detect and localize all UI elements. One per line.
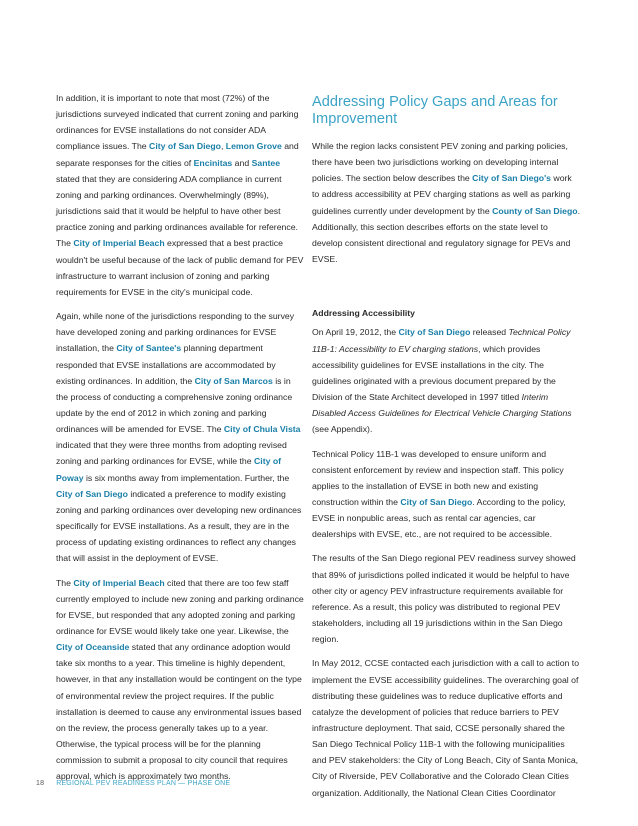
link-city-of-san-diego[interactable]: City of San Diego (398, 327, 471, 338)
link-city-of-imperial-beach[interactable]: City of Imperial Beach (73, 577, 165, 588)
section-title: Addressing Policy Gaps and Areas for Improvement (312, 94, 558, 127)
right-paragraph-3: Technical Policy 11B-1 was developed to ensure uniform and consistent enforcement by review and inspection staff. This policy applies to the installation of EVSE in both new and existing construction within the City of San Diego. According to the policy, EVSE in nonpublic areas, such as rental car agencies, car dealerships with EVSE, etc., are not required to be accessible. (312, 448, 566, 540)
left-column (56, 90, 304, 793)
left-paragraph-3: The City of Imperial Beach cited that there are too few staff currently employed to include new zoning and parking ordinance for EVSE, but responded that any adopted zoning and parking ordinance for EVSE would likely take one year. Likewise, the City of Oceanside stated that any ordinance adoption would take six months to a year. This timeline is highly dependent, however, in that any installation would be contingent on the type of environmental review the project requires. If the public installation is deemed to cause any environmental issues based on the review, the process generally takes up to a year. Otherwise, the typical process will be for the planning commission to submit a proposal to city council that requires approval, which is approximately two months. (56, 577, 304, 782)
section-spacer (312, 275, 580, 305)
link-city-of-san-diegos[interactable]: City of San Diego's (472, 173, 551, 184)
link-city-of-san-diego[interactable]: City of San Diego (149, 141, 221, 152)
link-city-of-imperial-beach[interactable]: City of Imperial Beach (73, 238, 165, 249)
left-paragraph-1: In addition, it is important to note that most (72%) of the jurisdictions surveyed indicated that current zoning and parking ordinances for EVSE installations do not consider ADA compliance issues. The City of San Diego, Lemon Grove and separate responses for the cities of Encinitas and Santee stated that they are considering ADA compliance in current zoning and parking ordinances. Overwhelmingly (89%), jurisdictions said that it would be helpful to have other best practice zoning and parking ordinances available for reference. The City of Imperial Beach expressed that a best practice wouldn't be useful because of the lack of public demand for PEV infrastructure to warrant inclusion of zoning and parking requirements for EVSE in the city's municipal code. (56, 93, 304, 297)
subheading-addressing-accessibility: Addressing Accessibility (312, 308, 415, 319)
link-county-of-san-diego[interactable]: County of San Diego (492, 205, 578, 216)
link-city-of-chula-vista[interactable]: City of Chula Vista (223, 424, 301, 435)
link-city-of-san-diego[interactable]: City of San Diego (400, 496, 473, 507)
right-paragraph-1: While the region lacks consistent PEV zoning and parking policies, there have been two jurisdictions working on developing internal policies. The section below describes the City of San Diego's work to address accessibility at PEV charging stations as well as parking guidelines currently under development by the County of San Diego. Additionally, this section describes efforts on the state level to develop consistent directional and regulatory signage for PEVs and EVSE. (312, 141, 580, 265)
link-city-of-san-marcos[interactable]: City of San Marcos (194, 375, 273, 386)
link-city-of-oceanside[interactable]: City of Oceanside (56, 642, 130, 653)
link-city-of-santees[interactable]: City of Santee's (116, 343, 182, 354)
guidelines-title: Interim Disabled Access Guidelines for Electrical Vehicle Charging Stations (312, 392, 572, 419)
right-paragraph-4: The results of the San Diego regional PEV readiness survey showed that 89% of jurisdictions polled indicated it would be helpful to have other city or agency PEV infrastructure requirements available for reference. As a result, this policy was distributed to regional PEV stakeholders, including all 19 jurisdictions within in the San Diego region. (312, 553, 576, 645)
policy-title: Technical Policy 11B-1: Accessibility to EV charging stations (312, 327, 571, 354)
left-paragraph-2: Again, while none of the jurisdictions responding to the survey have developed zoning and parking ordinances for EVSE installation, the City of Santee's planning department responded that EVSE installations are accommodated by existing ordinances. In addition, the City of San Marcos is in the process of conducting a comprehensive zoning ordinance update by the end of 2012 in which zoning and parking ordinances will be amended for EVSE. The City of Chula Vista indicated that they were three months from adopting revised zoning and parking ordinances for EVSE, while the City of Poway is six months away from implementation. Further, the City of San Diego indicated a preference to modify existing zoning and parking ordinances over developing new ordinances specifically for EVSE installations. As a result, they are in the process of updating existing ordinances to reflect any changes that will assist in the deployment of EVSE. (56, 311, 302, 564)
right-paragraph-5: In May 2012, CCSE contacted each jurisdiction with a call to action to implement the EVSE accessibility guidelines. The overarching goal of distributing these guidelines was to reduce duplicative efforts and catalyze the development of policies that reduce barriers to PEV infrastructure deployment. That said, CCSE personally shared the San Diego Technical Policy 11B-1 with the following municipalities and PEV stakeholders: the City of Long Beach, City of Santa Monica, City of Riverside, PEV Collaborative and the Colorado Clean Cities organization. Additionally, the National Clean Cities Coordinator (312, 658, 580, 798)
link-encinitas[interactable]: Encinitas (193, 157, 233, 168)
link-lemon-grove[interactable]: Lemon Grove (225, 141, 282, 152)
page-footer (36, 780, 230, 787)
link-city-of-san-diego[interactable]: City of San Diego (56, 488, 128, 499)
right-column (312, 90, 580, 809)
page-number: 18 (36, 780, 45, 787)
running-title: REGIONAL PEV READINESS PLAN — PHASE ONE (56, 780, 231, 787)
link-city-of-poway[interactable]: City of Poway (56, 456, 282, 483)
right-paragraph-2: On April 19, 2012, the City of San Diego released Technical Policy 11B-1: Accessibility to EV charging stations, which provides accessibility guidelines for EVSE installations in the city. The guidelines originated with a previous document prepared by the Division of the State Architect developed in 1997 titled Interim Disabled Access Guidelines for Electrical Vehicle Charging Stations (see Appendix). (312, 327, 572, 435)
link-santee[interactable]: Santee (251, 157, 281, 168)
